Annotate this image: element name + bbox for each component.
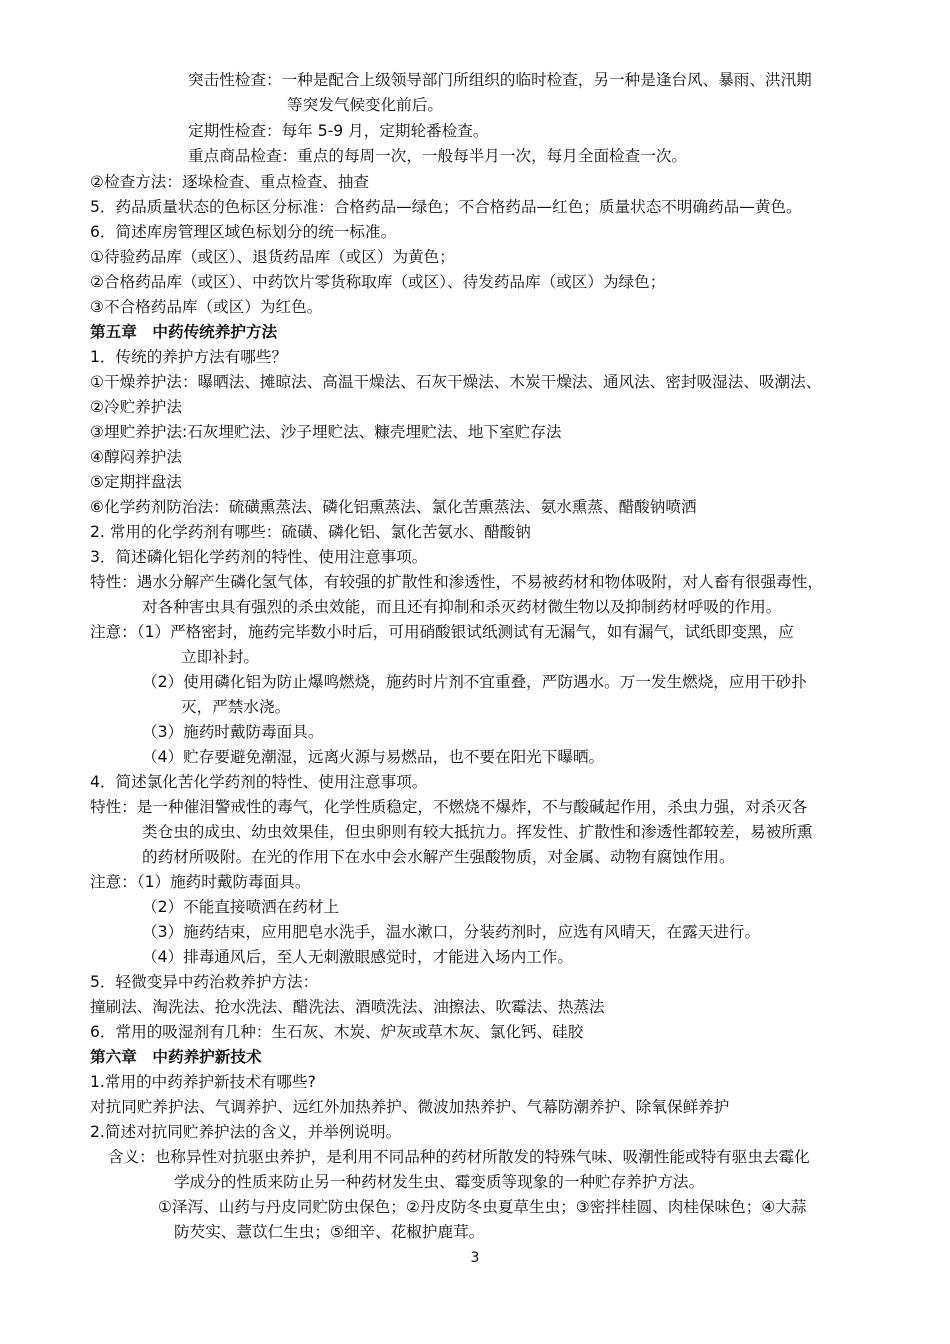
- text-line: ①干燥养护法：曝晒法、摊晾法、高温干燥法、石灰干燥法、木炭干燥法、通风法、密封吸湿法、吸潮法、: [90, 373, 822, 391]
- text-line: （2）使用磷化铝为防止爆鸣燃烧，施药时片剂不宜重叠，严防遇水。万一发生燃烧，应用干砂扑: [142, 673, 807, 691]
- text-line: 5．轻微变异中药治救养护方法：: [90, 973, 319, 991]
- chapter-heading: 第六章 中药养护新技术: [90, 1048, 262, 1066]
- text-line: （3）施药时戴防毒面具。: [142, 723, 324, 741]
- text-line: ⑥化学药剂防治法：硫磺熏蒸法、磷化铝熏蒸法、氯化苦熏蒸法、氨水熏蒸、醋酸钠喷洒: [90, 498, 697, 516]
- text-line: 1.常用的中药养护新技术有哪些?: [90, 1073, 316, 1091]
- text-line: 2.简述对抗同贮养护法的含义，并举例说明。: [90, 1123, 402, 1141]
- text-line: 重点商品检查：重点的每周一次，一般每半月一次，每月全面检查一次。: [188, 147, 688, 165]
- text-line: 注意：（1）严格密封，施药完毕数小时后，可用硝酸银试纸测试有无漏气，如有漏气，试纸即变黑，应: [90, 623, 794, 641]
- text-line: ③埋贮养护法:石灰埋贮法、沙子埋贮法、糠壳埋贮法、地下室贮存法: [90, 423, 562, 441]
- text-line: （2）不能直接喷洒在药材上: [142, 898, 340, 916]
- text-line: 定期性检查：每年 5-9 月，定期轮番检查。: [188, 122, 489, 140]
- text-line: 等突发气候变化前后。: [287, 96, 443, 114]
- text-line: ①待验药品库（或区）、退货药品库（或区）为黄色；: [90, 248, 455, 266]
- text-line: 4．简述氯化苦化学药剂的特性、使用注意事项。: [90, 773, 428, 791]
- text-line: 6．简述库房管理区域色标划分的统一标准。: [90, 223, 397, 241]
- text-line: 灭，严禁水浇。: [181, 698, 291, 716]
- text-line: 学成分的性质来防止另一种药材发生虫、霉变质等现象的一种贮存养护方法。: [174, 1173, 705, 1191]
- text-line: 1．传统的养护方法有哪些？: [90, 348, 288, 366]
- text-line: 注意：（1）施药时戴防毒面具。: [90, 873, 311, 891]
- text-line: 特性：遇水分解产生磷化氢气体，有较强的扩散性和渗透性，不易被药材和物体吸附，对人畜有很强毒性，: [90, 573, 823, 591]
- text-line: （3）施药结束，应用肥皂水洗手，温水漱口，分装药剂时，应选有风晴天，在露天进行。: [142, 923, 761, 941]
- text-line: 立即补封。: [181, 648, 259, 666]
- text-line: 类仓虫的成虫、幼虫效果佳，但虫卵则有较大抵抗力。挥发性、扩散性和渗透性都较差，易被所熏: [142, 823, 813, 841]
- text-line: ⑤定期拌盘法: [90, 473, 182, 491]
- text-line: （4）贮存要避免潮湿，远离火源与易燃品，也不要在阳光下曝晒。: [142, 748, 605, 766]
- text-line: 的药材所吸附。在光的作用下在水中会水解产生强酸物质，对金属、动物有腐蚀作用。: [142, 848, 735, 866]
- text-line: （4）排毒通风后，至人无刺激眼感觉时，才能进入场内工作。: [142, 948, 573, 966]
- text-line: 6．常用的吸湿剂有几种：生石灰、木炭、炉灰或草木灰、氯化钙、硅胶: [90, 1023, 584, 1041]
- text-line: 对各种害虫具有强烈的杀虫效能，而且还有抑制和杀灭药材微生物以及抑制药材呼吸的作用。: [142, 598, 782, 616]
- text-line: ②冷贮养护法: [90, 398, 182, 416]
- text-line: ③不合格药品库（或区）为红色。: [90, 298, 323, 316]
- text-line: 特性：是一种催泪警戒性的毒气，化学性质稳定，不燃烧不爆炸，不与酸碱起作用，杀虫力强，对杀灭各: [90, 798, 808, 816]
- text-line: ④醇闷养护法: [90, 448, 182, 466]
- chapter-heading: 第五章 中药传统养护方法: [90, 323, 278, 341]
- text-line: 5．药品质量状态的色标区分标准：合格药品—绿色；不合格药品—红色；质量状态不明确药品—黄色。: [90, 198, 802, 216]
- text-line: 3．简述磷化铝化学药剂的特性、使用注意事项。: [90, 548, 428, 566]
- text-line: 2. 常用的化学药剂有哪些：硫磺、磷化铝、氯化苦氨水、醋酸钠: [90, 523, 531, 541]
- text-line: 含义：也称异性对抗驱虫养护，是利用不同品种的药材所散发的特殊气味、吸潮性能或特有驱虫去霉化: [108, 1148, 810, 1166]
- text-line: ②检查方法：逐垛检查、重点检查、抽查: [90, 173, 370, 191]
- text-line: 防芡实、薏苡仁生虫；⑤细辛、花椒护鹿茸。: [174, 1223, 485, 1241]
- text-line: 突击性检查：一种是配合上级领导部门所组织的临时检查，另一种是逢台风、暴雨、洪汛期: [188, 71, 812, 89]
- text-line: 撞刷法、淘洗法、抢水洗法、醋洗法、酒喷洗法、油擦法、吹霉法、热蒸法: [90, 998, 605, 1016]
- text-line: ②合格药品库（或区）、中药饮片零货称取库（或区）、待发药品库（或区）为绿色；: [90, 273, 666, 291]
- text-line: ①泽泻、山药与丹皮同贮防虫保色；②丹皮防冬虫夏草生虫；③密拌桂圆、肉桂保味色；④大蒜: [158, 1198, 807, 1216]
- text-line: 对抗同贮养护法、气调养护、远红外加热养护、微波加热养护、气幕防潮养护、除氧保鲜养护: [90, 1098, 730, 1116]
- page-number: 3: [470, 1250, 480, 1266]
